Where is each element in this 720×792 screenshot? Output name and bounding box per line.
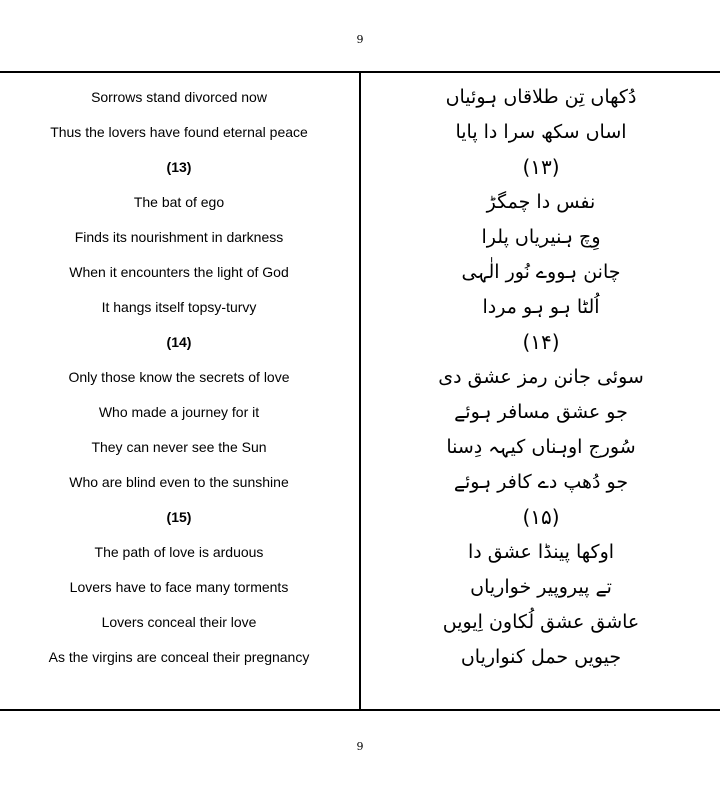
verse-line-english: Sorrows stand divorced now bbox=[91, 88, 267, 105]
verse-line-punjabi: دُکھاں تِن طلاقاں ہوئیاں bbox=[445, 85, 637, 108]
stanza-number-punjabi: (۱۴) bbox=[522, 329, 560, 354]
verse-line-punjabi: نفس دا چمگڑ bbox=[486, 190, 596, 213]
verse-line-punjabi: وِچ ہنیریاں پلرا bbox=[481, 225, 601, 248]
verse-line-punjabi: سوئی جانن رمز عشق دی bbox=[438, 365, 644, 388]
verse-line-punjabi: جو دُھپ دے کافر ہوئے bbox=[453, 470, 629, 493]
verse-line-english: Lovers conceal their love bbox=[101, 613, 257, 630]
verse-line-punjabi: اوکھا پینڈا عشق دا bbox=[467, 540, 615, 563]
verse-line-english: When it encounters the light of God bbox=[69, 263, 289, 280]
verse-line-english: Finds its nourishment in darkness bbox=[74, 228, 284, 245]
verse-line-punjabi: عاشق عشق لُکاون اِیویں bbox=[442, 610, 640, 633]
verse-line-punjabi: جو عشق مسافر ہوئے bbox=[454, 400, 628, 423]
verse-line-punjabi: چانن ہووے نُور الٰہی bbox=[461, 260, 621, 283]
verse-line-english: They can never see the Sun bbox=[91, 438, 267, 455]
verse-line-punjabi: اساں سکھ سرا دا پایا bbox=[455, 120, 627, 143]
stanza-number-punjabi: (۱۳) bbox=[522, 154, 560, 179]
stanza-number-english: (14) bbox=[166, 333, 192, 350]
verse-line-english: As the virgins are conceal their pregnancy bbox=[48, 648, 310, 665]
punjabi-original-column bbox=[362, 79, 720, 674]
column-divider bbox=[359, 72, 361, 710]
english-translation-column bbox=[0, 79, 358, 674]
stanza-number-punjabi: (۱۵) bbox=[522, 504, 560, 529]
stanza-number-english: (15) bbox=[166, 508, 192, 525]
verse-line-punjabi: سُورج اوہناں کیہہ دِسنا bbox=[446, 435, 636, 458]
verse-line-english: Thus the lovers have found eternal peace bbox=[50, 123, 308, 140]
verse-line-english: The path of love is arduous bbox=[94, 543, 264, 560]
verse-line-english: Only those know the secrets of love bbox=[68, 368, 290, 385]
verse-line-english: It hangs itself topsy-turvy bbox=[101, 298, 257, 315]
verse-line-punjabi: جیویں حمل کنواریاں bbox=[460, 645, 622, 668]
verse-line-english: Lovers have to face many torments bbox=[69, 578, 289, 595]
verse-line-english: Who are blind even to the sunshine bbox=[69, 473, 289, 490]
stanza-number-english: (13) bbox=[166, 158, 192, 175]
verse-line-english: The bat of ego bbox=[133, 193, 225, 210]
page-number-bottom: 9 bbox=[356, 740, 364, 753]
bottom-rule bbox=[0, 709, 720, 711]
verse-line-punjabi: اُلٹا ہو ہو مردا bbox=[482, 295, 600, 318]
verse-line-english: Who made a journey for it bbox=[98, 403, 260, 420]
verse-line-punjabi: تے پیروپیر خواریاں bbox=[470, 575, 612, 598]
page-number-top: 9 bbox=[356, 33, 364, 46]
